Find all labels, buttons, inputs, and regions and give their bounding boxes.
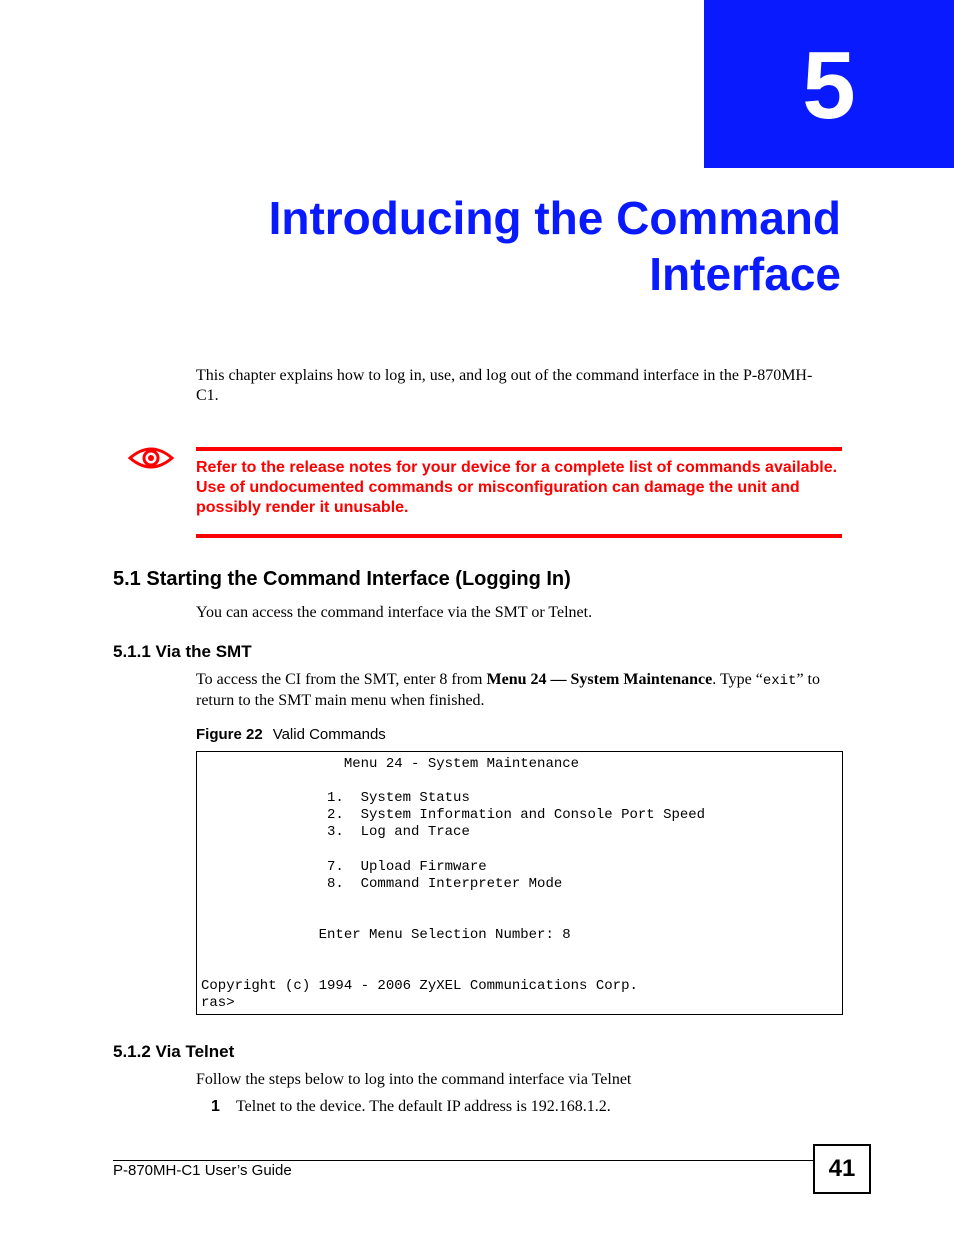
menu-24-bold: Menu 24 — System Maintenance bbox=[486, 671, 713, 688]
terminal-line: 3. Log and Trace bbox=[201, 824, 470, 841]
smt-text-c: ” to return to the SMT main menu when finished. bbox=[196, 671, 820, 709]
eye-icon bbox=[128, 444, 174, 472]
chapter-title-line2: Interface bbox=[649, 248, 841, 300]
note-bottom-rule bbox=[196, 534, 842, 538]
section-5-1-text: You can access the command interface via the SMT or Telnet. bbox=[196, 604, 593, 621]
step-text: Telnet to the device. The default IP address is 192.168.1.2. bbox=[236, 1098, 611, 1115]
step-number: 1 bbox=[211, 1098, 220, 1115]
note-text: Refer to the release notes for your device for a complete list of commands available. Use of undocumented commands or misconfiguration can damage the unit and possibly render it unusable. bbox=[196, 459, 838, 516]
figure-caption bbox=[196, 726, 386, 743]
chapter-number-box bbox=[704, 0, 954, 168]
terminal-output bbox=[201, 756, 705, 1012]
figure-caption-text: Valid Commands bbox=[272, 726, 386, 743]
terminal-line: 1. System Status bbox=[201, 790, 470, 807]
smt-text-b: . Type “ bbox=[712, 671, 763, 688]
figure-label: Figure 22 bbox=[196, 726, 263, 743]
page-number: 41 bbox=[813, 1144, 871, 1194]
intro-paragraph: This chapter explains how to log in, use, and log out of the command interface in the P-870MH-C1. bbox=[196, 367, 813, 404]
chapter-title bbox=[141, 190, 841, 302]
terminal-line: 8. Command Interpreter Mode bbox=[201, 875, 563, 892]
chapter-number: 5 bbox=[802, 32, 856, 139]
section-5-1-2-text: Follow the steps below to log into the command interface via Telnet bbox=[196, 1071, 632, 1088]
section-5-1-2-heading: 5.1.2 Via Telnet bbox=[113, 1042, 235, 1061]
terminal-line: 7. Upload Firmware bbox=[201, 858, 487, 875]
section-5-1-heading: 5.1 Starting the Command Interface (Logging In) bbox=[113, 568, 571, 590]
footer-rule bbox=[113, 1160, 813, 1161]
terminal-line: Menu 24 - System Maintenance bbox=[201, 756, 580, 772]
footer-guide-title: P-870MH-C1 User’s Guide bbox=[113, 1162, 292, 1179]
terminal-line: Enter Menu Selection Number: 8 bbox=[201, 926, 571, 943]
terminal-line: Copyright (c) 1994 - 2006 ZyXEL Communications Corp. bbox=[201, 978, 638, 995]
section-5-1-1-text bbox=[196, 670, 846, 711]
terminal-line: 2. System Information and Console Port Speed bbox=[201, 807, 706, 824]
terminal-figure bbox=[196, 751, 843, 1015]
terminal-line: ras> bbox=[201, 995, 235, 1012]
smt-text-a: To access the CI from the SMT, enter 8 from bbox=[196, 671, 487, 688]
chapter-title-line1: Introducing the Command bbox=[268, 192, 841, 244]
exit-command: exit bbox=[762, 673, 797, 689]
section-5-1-1-heading: 5.1.1 Via the SMT bbox=[113, 642, 252, 661]
note-top-rule bbox=[196, 447, 842, 451]
